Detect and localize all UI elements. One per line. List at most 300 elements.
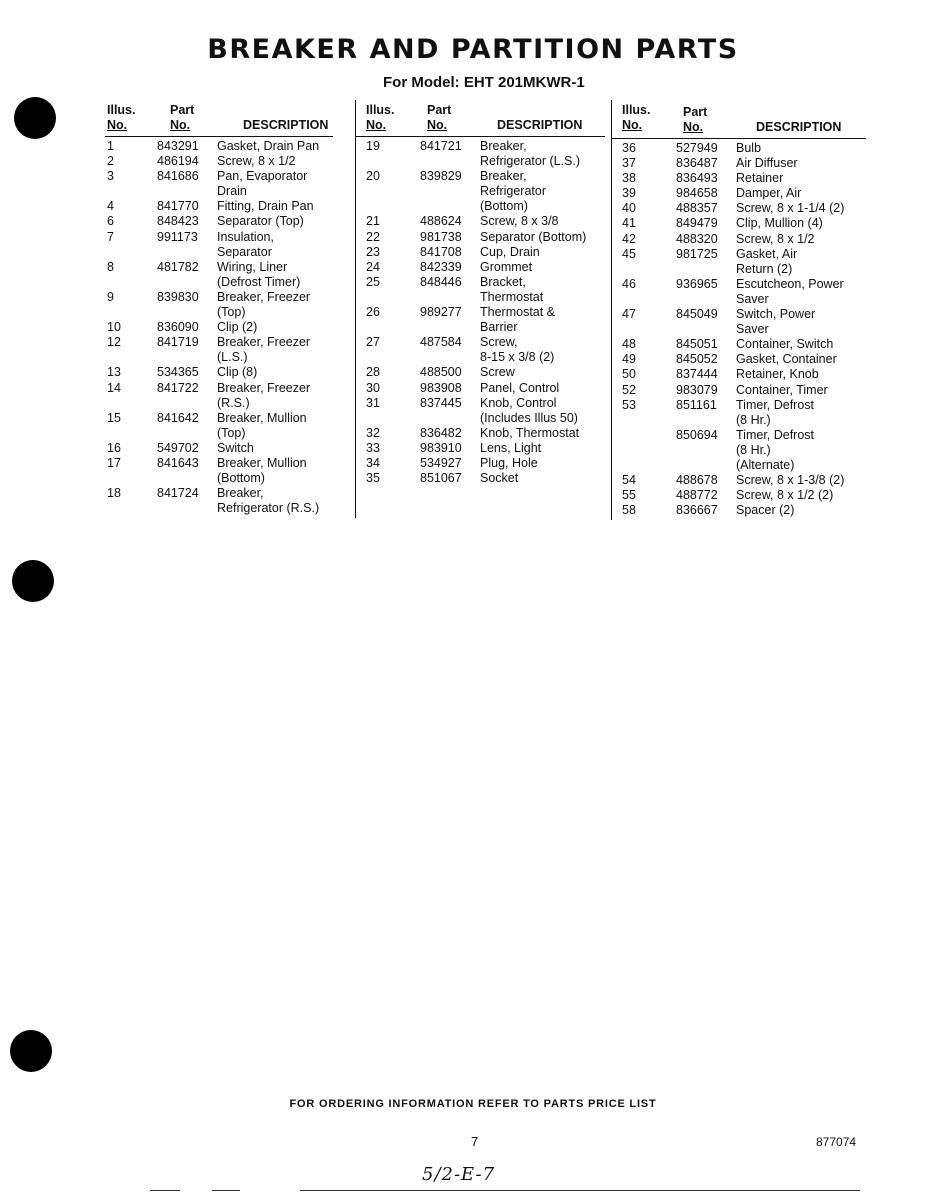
parts-row <box>107 411 319 426</box>
parts-column-1 <box>107 139 319 516</box>
col1-header-illus: Illus. No. <box>107 103 136 132</box>
part-number: 841719 <box>157 335 199 350</box>
part-number <box>676 322 736 337</box>
illus-number: 19 <box>366 139 380 153</box>
parts-row <box>622 367 844 382</box>
part-description: Switch, Power <box>736 307 816 322</box>
parts-row <box>107 320 319 335</box>
part-number: 481782 <box>157 259 199 274</box>
parts-row <box>622 156 844 171</box>
part-description: (L.S.) <box>217 350 248 365</box>
parts-row <box>107 199 319 214</box>
illus-number <box>622 458 676 473</box>
part-description: Insulation, <box>217 229 274 244</box>
part-description: Saver <box>736 291 769 306</box>
parts-row <box>366 365 586 380</box>
part-number: 989277 <box>420 305 462 320</box>
parts-row <box>366 169 586 184</box>
part-number: 488500 <box>420 365 462 380</box>
parts-row <box>622 171 844 186</box>
illus-number: 55 <box>622 488 636 503</box>
part-number: 836090 <box>157 320 199 335</box>
illus-number <box>366 290 420 305</box>
part-number: 488624 <box>420 214 462 229</box>
part-description: Retainer, Knob <box>736 367 819 382</box>
part-description: (8 Hr.) <box>736 442 771 457</box>
col1-header-rule <box>105 136 333 137</box>
parts-row <box>366 139 586 154</box>
parts-row <box>107 456 319 471</box>
illus-number: 3 <box>107 169 114 184</box>
illus-number <box>107 501 157 516</box>
part-number <box>420 411 480 426</box>
illus-number: 14 <box>107 380 121 395</box>
illus-number <box>107 305 157 320</box>
document-number: 877074 <box>816 1135 857 1149</box>
part-number: 841708 <box>420 244 462 259</box>
part-number: 841724 <box>157 486 199 501</box>
parts-row <box>107 290 319 305</box>
part-number: 836482 <box>420 425 462 440</box>
part-number: 841642 <box>157 410 199 425</box>
parts-row <box>622 473 844 488</box>
part-description: Damper, Air <box>736 186 802 201</box>
part-number: 848423 <box>157 214 199 229</box>
part-number: 843291 <box>157 139 199 153</box>
parts-row <box>366 471 586 486</box>
illus-number: 8 <box>107 259 114 274</box>
part-number <box>157 275 217 290</box>
part-description: Container, Timer <box>736 382 828 397</box>
part-description: Thermostat & <box>480 305 556 320</box>
illus-number: 4 <box>107 199 114 214</box>
part-number: 527949 <box>676 141 718 155</box>
part-number: 486194 <box>157 154 199 169</box>
parts-row <box>622 322 844 337</box>
illus-number: 32 <box>366 425 380 440</box>
part-description: Clip, Mullion (4) <box>736 216 823 231</box>
part-number <box>420 350 480 365</box>
parts-row <box>366 199 586 214</box>
bottom-edge-line <box>150 1190 180 1191</box>
part-description: Saver <box>736 322 769 337</box>
parts-row <box>107 396 319 411</box>
part-number: 991173 <box>157 229 198 244</box>
illus-number: 26 <box>366 305 380 320</box>
part-number: 845049 <box>676 307 718 322</box>
parts-row <box>366 290 586 305</box>
illus-number: 10 <box>107 320 121 335</box>
part-description: Breaker, <box>480 139 527 153</box>
part-number: 488320 <box>676 231 718 246</box>
part-number: 981725 <box>676 246 718 261</box>
parts-row <box>366 381 586 396</box>
part-description: Breaker, Freezer <box>217 289 311 304</box>
part-number: 837444 <box>676 367 718 382</box>
part-description: Separator (Top) <box>217 214 304 229</box>
parts-row <box>366 230 586 245</box>
part-number <box>676 413 736 428</box>
illus-number: 41 <box>622 216 636 231</box>
illus-number: 53 <box>622 397 636 412</box>
part-description: Lens, Light <box>480 440 542 455</box>
illus-number: 7 <box>107 229 114 244</box>
illus-number <box>622 443 676 458</box>
part-description: Return (2) <box>736 261 793 276</box>
part-number: 487584 <box>420 335 462 350</box>
part-number <box>420 154 480 169</box>
col1-header-part: Part No. <box>170 103 195 132</box>
parts-row <box>366 350 586 365</box>
parts-row <box>107 275 319 290</box>
bottom-edge-line <box>300 1190 860 1191</box>
part-number <box>420 320 480 335</box>
illus-number: 35 <box>366 471 380 486</box>
part-number: 842339 <box>420 259 462 274</box>
parts-row <box>107 501 319 516</box>
illus-number: 23 <box>366 244 380 259</box>
illus-number <box>366 199 420 214</box>
part-description: Drain <box>217 184 247 199</box>
part-description: Bracket, <box>480 274 526 289</box>
parts-row <box>107 350 319 365</box>
parts-column-2 <box>366 139 586 486</box>
parts-row <box>622 262 844 277</box>
part-description: (Top) <box>217 305 246 320</box>
illus-number <box>366 411 420 426</box>
col3-header-desc: DESCRIPTION <box>756 120 842 134</box>
illus-number <box>366 350 420 365</box>
part-description: Refrigerator (L.S.) <box>480 154 581 169</box>
part-description: Screw, 8 x 1/2 (2) <box>736 488 834 503</box>
illus-number: 18 <box>107 486 121 501</box>
part-number <box>157 350 217 365</box>
part-number: 851161 <box>676 397 717 412</box>
part-description: Pan, Evaporator <box>217 169 308 184</box>
illus-number: 28 <box>366 365 380 380</box>
part-description: Gasket, Container <box>736 352 837 367</box>
parts-row <box>622 247 844 262</box>
part-number <box>157 396 217 411</box>
part-number: 845051 <box>676 337 718 352</box>
part-number: 549702 <box>157 440 199 455</box>
model-subtitle: For Model: EHT 201MKWR-1 <box>383 74 585 91</box>
parts-row <box>107 426 319 441</box>
parts-row <box>366 335 586 350</box>
part-number: 841770 <box>157 199 199 214</box>
punch-hole-top <box>14 97 56 139</box>
part-description: Clip (2) <box>217 320 258 335</box>
part-description: Grommet <box>480 259 533 274</box>
illus-number: 31 <box>366 395 380 410</box>
part-number <box>157 501 217 516</box>
part-description: Clip (8) <box>217 365 258 380</box>
parts-row <box>107 305 319 320</box>
parts-row <box>622 413 844 428</box>
part-number: 836487 <box>676 156 718 171</box>
illus-number <box>622 292 676 307</box>
part-number: 488678 <box>676 473 718 488</box>
illus-number: 34 <box>366 455 380 470</box>
part-description: Breaker, <box>480 169 527 184</box>
parts-row <box>366 411 586 426</box>
illus-number <box>622 428 676 443</box>
parts-row <box>107 184 319 199</box>
part-number: 850694 <box>676 427 718 442</box>
part-description: Refrigerator (R.S.) <box>217 501 320 516</box>
parts-row <box>366 184 586 199</box>
part-description: Fitting, Drain Pan <box>217 199 314 214</box>
parts-row <box>622 216 844 231</box>
parts-row <box>622 503 844 518</box>
parts-row <box>622 352 844 367</box>
part-number: 936965 <box>676 276 718 291</box>
illus-number <box>107 471 157 486</box>
illus-number <box>107 245 157 260</box>
part-description: Escutcheon, Power <box>736 276 844 291</box>
illus-number <box>107 184 157 199</box>
part-description: Knob, Control <box>480 395 557 410</box>
part-description: Breaker, Freezer <box>217 335 311 350</box>
illus-number <box>107 275 157 290</box>
illus-number: 1 <box>107 139 114 153</box>
part-number <box>676 292 736 307</box>
part-number <box>676 443 736 458</box>
parts-row <box>107 335 319 350</box>
part-number: 836493 <box>676 171 718 186</box>
parts-row <box>622 428 844 443</box>
part-description: Breaker, Mullion <box>217 410 307 425</box>
parts-row <box>366 320 586 335</box>
part-number: 841721 <box>420 139 462 153</box>
part-number <box>157 305 217 320</box>
column-separator-1 <box>355 100 356 518</box>
part-description: Panel, Control <box>480 380 560 395</box>
part-number: 983908 <box>420 380 462 395</box>
part-number: 983079 <box>676 382 718 397</box>
part-number: 849479 <box>676 216 718 231</box>
parts-row <box>366 441 586 456</box>
illus-number: 50 <box>622 367 636 382</box>
part-number: 534927 <box>420 455 462 470</box>
part-description: Timer, Defrost <box>736 397 815 412</box>
parts-row <box>622 458 844 473</box>
part-description: Air Diffuser <box>736 156 798 171</box>
illus-number: 21 <box>366 214 380 229</box>
parts-row <box>107 441 319 456</box>
part-description: (R.S.) <box>217 395 250 410</box>
part-description: Breaker, Mullion <box>217 455 307 470</box>
illus-number <box>107 350 157 365</box>
part-description: Gasket, Drain Pan <box>217 139 320 153</box>
illus-number: 9 <box>107 289 114 304</box>
col2-header-desc: DESCRIPTION <box>497 118 583 132</box>
part-number <box>676 458 736 473</box>
parts-row <box>622 398 844 413</box>
parts-row <box>366 214 586 229</box>
part-description: Retainer <box>736 171 784 186</box>
parts-row <box>622 337 844 352</box>
part-number: 851067 <box>420 471 462 486</box>
part-number: 839830 <box>157 289 199 304</box>
part-description: (Alternate) <box>736 457 795 472</box>
part-number: 841722 <box>157 380 199 395</box>
illus-number: 46 <box>622 276 636 291</box>
parts-row <box>622 141 844 156</box>
part-description: Timer, Defrost <box>736 427 815 442</box>
illus-number: 36 <box>622 141 636 155</box>
part-description: Screw, 8 x 1-3/8 (2) <box>736 473 845 488</box>
punch-hole-bottom <box>10 1030 52 1072</box>
part-number <box>157 245 217 260</box>
illus-number: 6 <box>107 214 114 229</box>
part-description: Refrigerator <box>480 184 546 199</box>
illus-number: 22 <box>366 229 380 244</box>
col3-header-part: Part No. <box>683 105 708 134</box>
part-description: Separator <box>217 244 272 259</box>
part-description: Screw, 8 x 1/2 <box>736 231 815 246</box>
parts-row <box>622 292 844 307</box>
col3-header-illus: Illus. No. <box>622 103 651 132</box>
parts-row <box>107 169 319 184</box>
part-number: 837445 <box>420 395 462 410</box>
part-description: 8-15 x 3/8 (2) <box>480 350 555 365</box>
part-number <box>157 184 217 199</box>
illus-number: 30 <box>366 380 380 395</box>
part-description: Screw, <box>480 335 518 350</box>
illus-number <box>622 262 676 277</box>
illus-number: 49 <box>622 352 636 367</box>
part-description: Separator (Bottom) <box>480 229 587 244</box>
parts-row <box>622 186 844 201</box>
part-number: 841686 <box>157 169 199 184</box>
illus-number: 52 <box>622 382 636 397</box>
part-description: (Top) <box>217 425 246 440</box>
parts-row <box>366 154 586 169</box>
part-description: Screw, 8 x 1-1/4 (2) <box>736 201 845 216</box>
part-number <box>420 290 480 305</box>
handwritten-note: 5/2-E-7 <box>422 1164 496 1185</box>
illus-number: 58 <box>622 503 636 518</box>
col2-header-rule <box>355 136 605 137</box>
parts-row <box>366 426 586 441</box>
parts-row <box>107 139 319 154</box>
illus-number: 12 <box>107 335 121 350</box>
illus-number: 15 <box>107 410 121 425</box>
parts-row <box>622 488 844 503</box>
illus-number <box>107 426 157 441</box>
illus-number: 45 <box>622 246 636 261</box>
part-number <box>676 262 736 277</box>
page-number: 7 <box>471 1134 479 1149</box>
illus-number: 24 <box>366 259 380 274</box>
parts-row <box>622 277 844 292</box>
part-description: Thermostat <box>480 289 544 304</box>
illus-number: 37 <box>622 156 636 171</box>
illus-number: 2 <box>107 154 114 169</box>
part-description: Container, Switch <box>736 337 834 352</box>
illus-number: 38 <box>622 171 636 186</box>
parts-row <box>107 381 319 396</box>
illus-number: 25 <box>366 274 380 289</box>
illus-number: 20 <box>366 169 380 184</box>
parts-row <box>622 383 844 398</box>
bottom-edge-line <box>212 1190 240 1191</box>
part-description: Screw, 8 x 3/8 <box>480 214 559 229</box>
parts-row <box>107 471 319 486</box>
parts-column-3 <box>622 141 844 518</box>
illus-number <box>366 184 420 199</box>
parts-row <box>366 456 586 471</box>
illus-number <box>107 396 157 411</box>
part-number: 983910 <box>420 440 462 455</box>
illus-number: 48 <box>622 337 636 352</box>
parts-row <box>366 275 586 290</box>
part-description: Cup, Drain <box>480 244 540 259</box>
illus-number: 13 <box>107 365 121 380</box>
part-description: Breaker, <box>217 486 264 501</box>
part-description: Plug, Hole <box>480 455 538 470</box>
illus-number <box>622 413 676 428</box>
ordering-info-footer: FOR ORDERING INFORMATION REFER TO PARTS PRICE LIST <box>289 1098 657 1110</box>
part-description: (Bottom) <box>217 471 265 486</box>
parts-row <box>366 245 586 260</box>
parts-row <box>107 245 319 260</box>
parts-row <box>622 201 844 216</box>
illus-number: 54 <box>622 473 636 488</box>
parts-row <box>622 307 844 322</box>
part-description: (Includes Illus 50) <box>480 410 578 425</box>
illus-number: 17 <box>107 455 121 470</box>
part-number: 488357 <box>676 201 718 216</box>
part-number <box>420 184 480 199</box>
part-description: Screw, 8 x 1/2 <box>217 154 296 169</box>
part-description: Screw <box>480 365 515 380</box>
illus-number: 16 <box>107 440 121 455</box>
part-description: Socket <box>480 471 519 486</box>
part-number: 981738 <box>420 229 462 244</box>
part-number <box>420 199 480 214</box>
illus-number <box>366 320 420 335</box>
col3-header-rule <box>612 138 866 139</box>
part-description: Switch <box>217 440 254 455</box>
illus-number: 42 <box>622 231 636 246</box>
part-description: (8 Hr.) <box>736 412 771 427</box>
illus-number: 27 <box>366 335 380 350</box>
part-description: (Bottom) <box>480 199 528 214</box>
parts-row <box>107 214 319 229</box>
parts-row <box>366 396 586 411</box>
illus-number: 33 <box>366 440 380 455</box>
part-description: Barrier <box>480 320 518 335</box>
illus-number <box>622 322 676 337</box>
parts-row <box>622 443 844 458</box>
parts-row <box>107 486 319 501</box>
part-description: Gasket, Air <box>736 246 798 261</box>
part-number: 845052 <box>676 352 718 367</box>
col2-header-illus: Illus. No. <box>366 103 395 132</box>
part-number: 839829 <box>420 169 462 184</box>
illus-number: 47 <box>622 307 636 322</box>
part-number: 534365 <box>157 365 199 380</box>
part-number: 836667 <box>676 503 718 518</box>
punch-hole-middle <box>12 560 54 602</box>
part-description: Wiring, Liner <box>217 259 288 274</box>
part-number <box>157 471 217 486</box>
col2-header-part: Part No. <box>427 103 452 132</box>
part-description: Bulb <box>736 141 762 155</box>
illus-number: 39 <box>622 186 636 201</box>
